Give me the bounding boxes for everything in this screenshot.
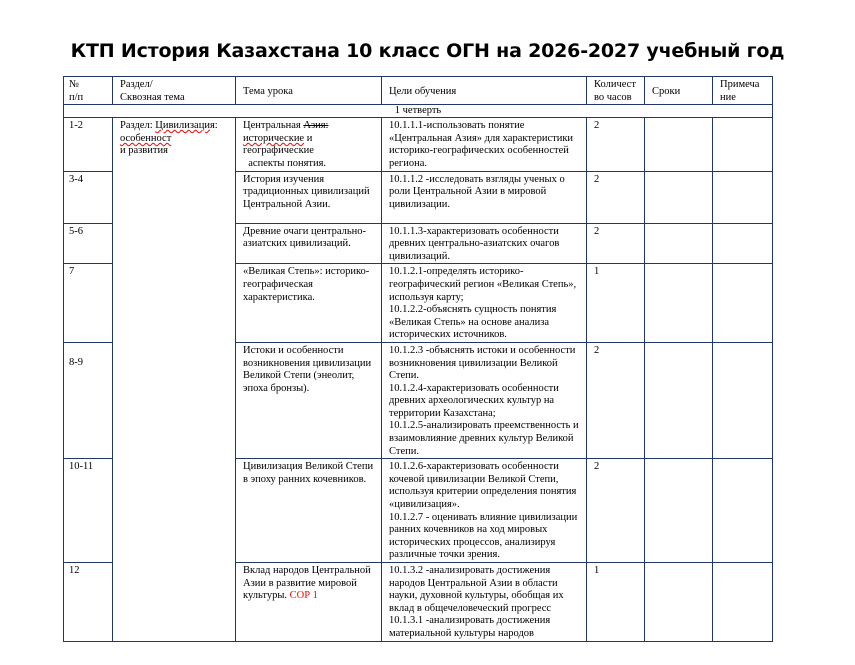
quarter-label: 1 четверть [64,105,773,118]
row-goals: 10.1.3.2 -анализировать достижения народов Центральной Азии в области науки, духовной культуры, обобщая их вклад в общечеловеческий прогресс 10.1.3.1 -анализировать достижения материальной культуры народов [382,563,587,642]
header-section: Раздел/ Сквозная тема [113,77,236,105]
row-notes[interactable] [713,223,773,264]
row-goals: 10.1.2.1-определять историко-географический регион «Великая Степь», используя карту; 10.1.2.2-объяснять сущность понятия «Великая Степь» на основе анализа исторических источников. [382,264,587,343]
row-hours: 2 [587,342,645,458]
row-hours: 1 [587,563,645,642]
header-notes: Примеча ние [713,77,773,105]
row-hours: 2 [587,118,645,171]
row-num: 3-4 [64,171,113,223]
sor-label: СОР 1 [289,590,318,602]
header-goals: Цели обучения [382,77,587,105]
row-dates[interactable] [645,563,713,642]
row-goals: 10.1.1.2 -исследовать взгляды ученых о роли Центральной Азии в мировой цивилизации. [382,171,587,223]
row-num: 8-9 [64,342,113,458]
row-topic: Центральная Азия: исторические и географические аспекты понятия. [236,118,382,171]
row-notes[interactable] [713,171,773,223]
table-row [64,118,773,171]
row-dates[interactable] [645,223,713,264]
header-topic: Тема урока [236,77,382,105]
row-num: 5-6 [64,223,113,264]
row-goals: 10.1.1.1-использовать понятие «Центральная Азия» для характеристики историко-географических особенностей региона. [382,118,587,171]
plan-table [63,76,773,642]
row-hours: 2 [587,223,645,264]
row-dates[interactable] [645,342,713,458]
row-notes[interactable] [713,264,773,343]
row-topic: «Великая Степь»: историко-географическая характеристика. [236,264,382,343]
row-notes[interactable] [713,342,773,458]
row-hours: 2 [587,459,645,563]
row-goals: 10.1.2.6-характеризовать особенности кочевой цивилизации Великой Степи, используя критерии определения понятия «цивилизация». 10.1.2.7 - оценивать влияние цивилизации ранних кочевников на ход мировых исторических процессов, анализируя различные точки зрения. [382,459,587,563]
row-notes[interactable] [713,459,773,563]
row-dates[interactable] [645,459,713,563]
header-dates: Сроки [645,77,713,105]
row-num: 12 [64,563,113,642]
row-hours: 2 [587,171,645,223]
row-notes[interactable] [713,563,773,642]
row-topic: Древние очаги центрально-азиатских цивилизаций. [236,223,382,264]
row-goals: 10.1.1.3-характеризовать особенности древних центрально-азиатских очагов цивилизаций. [382,223,587,264]
row-num: 10-11 [64,459,113,563]
row-hours: 1 [587,264,645,343]
row-topic: История изучения традиционных цивилизаций Центральной Азии. [236,171,382,223]
row-topic: Вклад народов Центральной Азии в развитие мировой культуры. СОР 1 [236,563,382,642]
section-cell: Раздел: Цивилизация: особенност и развития [113,118,236,641]
row-num: 7 [64,264,113,343]
header-num: № п/п [64,77,113,105]
row-dates[interactable] [645,118,713,171]
header-hours: Количест во часов [587,77,645,105]
row-dates[interactable] [645,264,713,343]
row-dates[interactable] [645,171,713,223]
row-notes[interactable] [713,118,773,171]
quarter-row [64,105,773,118]
row-num: 1-2 [64,118,113,171]
row-goals: 10.1.2.3 -объяснять истоки и особенности возникновения цивилизации Великой Степи. 10.1.2.4-характеризовать особенности древних археологических культур на территории Казахстана; 10.1.2.5-анализировать преемственность и взаимовлияние древних культур Великой Степи. [382,342,587,458]
row-topic: Цивилизация Великой Степи в эпоху ранних кочевников. [236,459,382,563]
row-topic: Истоки и особенности возникновения цивилизации Великой Степи (энеолит, эпоха бронзы). [236,342,382,458]
table-header-row [64,77,773,105]
document-title: КТП История Казахстана 10 класс ОГН на 2026-2027 учебный год [70,40,785,62]
